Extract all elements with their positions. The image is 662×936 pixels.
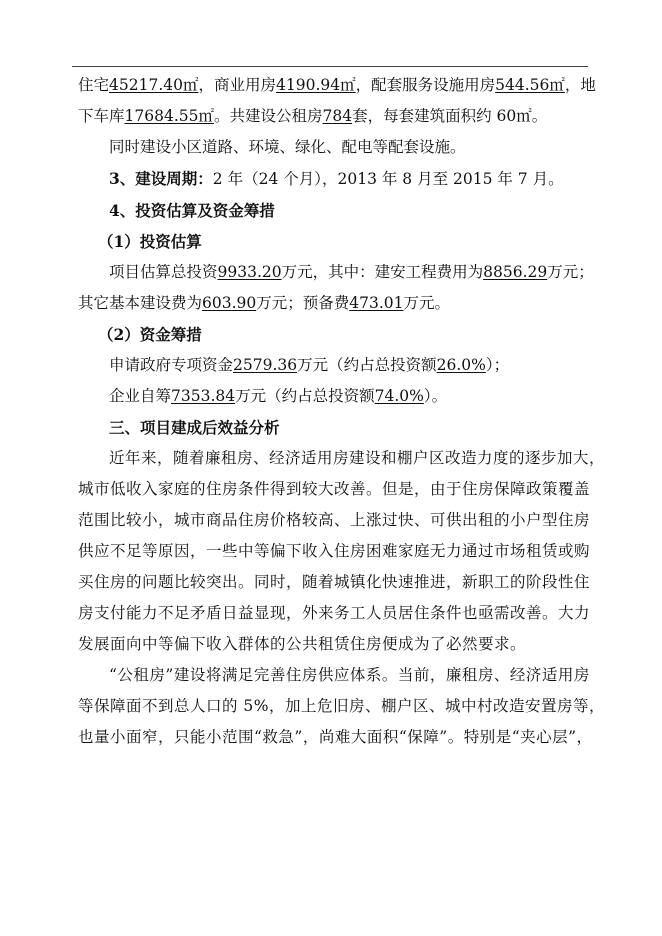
text: ，地 xyxy=(564,76,596,94)
total-investment-value: 9933.20 xyxy=(217,263,282,281)
paragraph-line: 发展面向中等偏下收入群体的公共租赁住房便成为了必然要求。 xyxy=(78,635,527,653)
service-area-value: 544.56㎡ xyxy=(495,76,565,94)
facilities-line: 同时建设小区道路、环境、绿化、配电等配套设施。 xyxy=(109,138,466,156)
paragraph-line: 等保障面不到总人口的 5%，加上危旧房、棚户区、城中村改造安置房等， xyxy=(78,697,606,715)
text: 企业自筹 xyxy=(109,387,172,405)
area-line-2 xyxy=(78,101,586,132)
garage-area-value: 17684.55㎡ xyxy=(124,107,214,125)
government-fund-value: 2579.36 xyxy=(233,356,298,374)
funding-line-1 xyxy=(78,350,586,381)
subsection-heading-estimate: （1）投资估算 xyxy=(98,232,202,251)
text: 万元。 xyxy=(403,294,451,312)
text: 万元；预备费 xyxy=(256,294,350,312)
text: ，商业用房 xyxy=(198,76,276,94)
text: 申请政府专项资金 xyxy=(109,356,234,374)
section-heading-benefits: 三、项目建成后效益分析 xyxy=(109,418,280,437)
paragraph-line: 也量小面窄，只能小范围“救急”，尚难大面积“保障”。特别是“夹心层”， xyxy=(78,728,593,746)
header-rule xyxy=(72,66,588,67)
paragraph-line: 近年来，随着廉租房、经济适用房建设和棚户区改造力度的逐步加大， xyxy=(109,449,606,467)
unit-count-value: 784 xyxy=(322,107,353,125)
text: 万元（约占总投资额 xyxy=(235,387,375,405)
text: ，配套服务设施用房 xyxy=(355,76,496,94)
text: ）； xyxy=(485,356,510,374)
text: 万元； xyxy=(547,263,594,281)
text: 住宅 xyxy=(78,76,110,94)
residential-area-value: 45217.40㎡ xyxy=(109,76,199,94)
reserve-fund-value: 473.01 xyxy=(349,294,404,312)
text: 套，每套建筑面积约 60㎡。 xyxy=(352,107,548,125)
investment-line-1 xyxy=(78,257,594,288)
text: 万元（约占总投资额 xyxy=(297,356,437,374)
paragraph-line: 供应不足等原因，一些中等偏下收入住房困难家庭无力通过市场租赁或购 xyxy=(78,542,591,560)
subsection-heading-funding: （2）资金筹措 xyxy=(98,325,202,344)
section-heading-investment: 4、投资估算及资金筹措 xyxy=(109,201,275,220)
paragraph-line: “公租房”建设将满足完善住房供应体系。当前，廉租房、经济适用房 xyxy=(109,666,590,684)
paragraph-line: 买住房的问题比较突出。同时，随着城镇化快速推进，新职工的阶段性住 xyxy=(78,573,591,591)
text: 万元，其中：建安工程费用为 xyxy=(281,263,484,281)
construction-period xyxy=(78,163,586,195)
section-label: 3、建设周期： xyxy=(109,169,213,188)
text: 项目估算总投资 xyxy=(109,263,218,281)
government-fund-percent: 26.0% xyxy=(436,356,486,374)
construction-cost-value: 8856.29 xyxy=(483,263,548,281)
commercial-area-value: 4190.94㎡ xyxy=(276,76,356,94)
investment-line-2 xyxy=(78,288,586,319)
paragraph-line: 城市低收入家庭的住房条件得到较大改善。但是，由于住房保障政策覆盖 xyxy=(78,480,591,498)
text: 。共建设公租房 xyxy=(213,107,323,125)
self-fund-percent: 74.0% xyxy=(374,387,424,405)
document-page xyxy=(78,70,606,753)
funding-line-2 xyxy=(78,381,586,412)
paragraph-line: 范围比较小，城市商品住房价格较高、上涨过快、可供出租的小户型住房 xyxy=(78,511,591,529)
text: 其它基本建设费为 xyxy=(78,294,203,312)
area-line-1 xyxy=(78,70,596,101)
construction-period-text: 2 年（24 个月），2013 年 8 月至 2015 年 7 月。 xyxy=(212,170,564,188)
other-cost-value: 603.90 xyxy=(202,294,257,312)
self-fund-value: 7353.84 xyxy=(171,387,236,405)
paragraph-line: 房支付能力不足矛盾日益显现，外来务工人员居住条件也亟需改善。大力 xyxy=(78,604,591,622)
text: 下车库 xyxy=(78,107,125,125)
text: ）。 xyxy=(423,387,448,405)
